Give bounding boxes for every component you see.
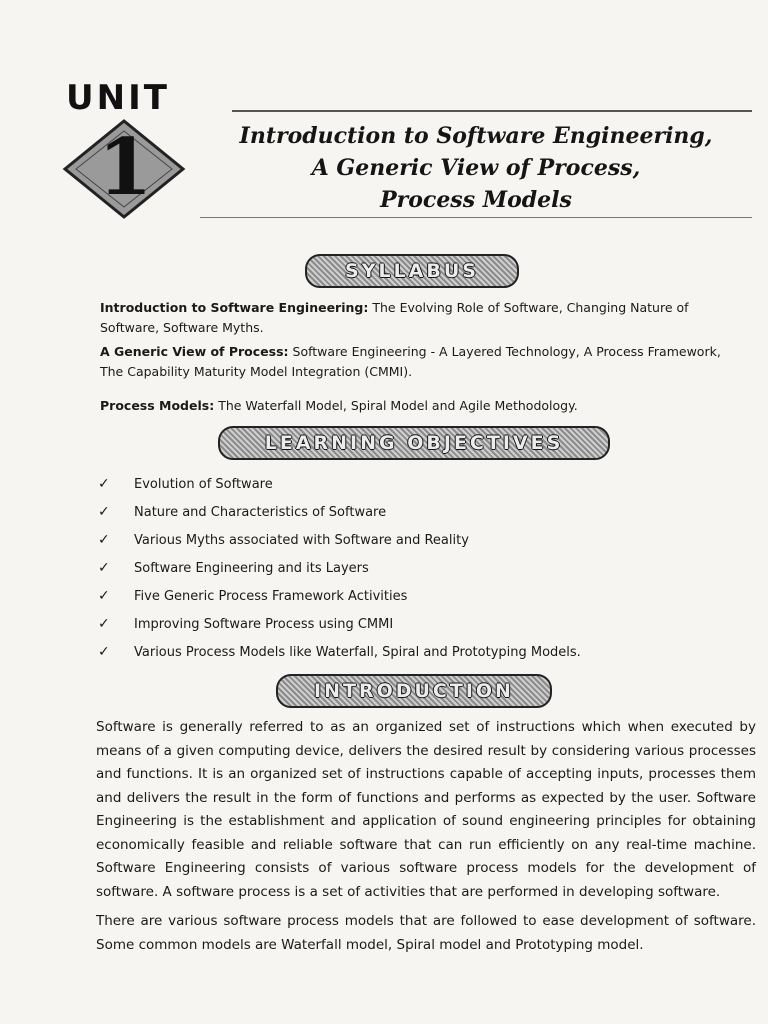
check-icon: ✓: [98, 560, 110, 576]
syllabus-heading-banner: [305, 254, 519, 288]
syllabus-entry-1-heading: Introduction to Software Engineering:: [100, 300, 369, 315]
unit-number: 1: [98, 122, 153, 213]
syllabus-entry-3-text: The Waterfall Model, Spiral Model and Agile Methodology.: [218, 398, 578, 413]
introduction-paragraph-2: There are various software process models that are followed to ease development of software. Some common models are Waterfall model, Spiral model and Prototyping model.: [96, 913, 756, 953]
learning-objectives-heading-banner: [218, 426, 610, 460]
title-top-rule: [232, 110, 752, 112]
check-icon: ✓: [98, 644, 110, 660]
syllabus-entry-2-text: Software Engineering - A Layered Technology, A Process Framework, The Capability Maturity Model Integration (CMMI).: [100, 344, 721, 379]
introduction-heading: INTRODUCTION: [314, 680, 514, 702]
objective-item: ✓ Various Process Models like Waterfall, Spiral and Prototyping Models.: [98, 644, 581, 660]
unit-label: UNIT: [66, 78, 170, 118]
chapter-title-line-2: A Generic View of Process,: [311, 155, 641, 181]
title-bottom-rule: [200, 217, 752, 218]
objective-item: ✓ Evolution of Software: [98, 476, 273, 492]
objective-item: ✓ Improving Software Process using CMMI: [98, 616, 394, 632]
objective-item: ✓ Five Generic Process Framework Activities: [98, 588, 408, 604]
check-icon: ✓: [98, 504, 110, 520]
syllabus-entry-3-heading: Process Models:: [100, 398, 215, 413]
syllabus-entry-1-text: The Evolving Role of Software, Changing Nature of Software, Software Myths.: [100, 300, 689, 335]
objective-item: ✓ Software Engineering and its Layers: [98, 560, 369, 576]
introduction-paragraph-1: Software is generally referred to as an organized set of instructions which when executed by means of a given computing device, delivers the desired result by considering various processes and functions. It is an organized set of instructions capable of accepting inputs, processes them and delivers the result in the form of functions and performs as expected by the user. Software Engineering is the establishment and application of sound engineering principles for obtaining economically feasible and reliable software that can run efficiently on any real-time machine. Software Engineering consists of various software process models for the development of software. A software process is a set of activities that are performed in developing software.: [96, 719, 756, 900]
objective-item: ✓ Nature and Characteristics of Software: [98, 504, 387, 520]
chapter-title-line-3: Process Models: [380, 187, 572, 213]
learning-objectives-heading: LEARNING OBJECTIVES: [264, 432, 564, 454]
syllabus-entry-1: [100, 298, 740, 338]
check-icon: ✓: [98, 532, 110, 548]
chapter-title-line-1: Introduction to Software Engineering,: [239, 123, 713, 149]
objective-item: ✓ Various Myths associated with Software and Reality: [98, 532, 469, 548]
introduction-heading-banner: [276, 674, 552, 708]
check-icon: ✓: [98, 616, 110, 632]
syllabus-entry-2-heading: A Generic View of Process:: [100, 344, 289, 359]
learning-objectives-list: [98, 470, 581, 666]
introduction-body: [96, 716, 756, 963]
check-icon: ✓: [98, 588, 110, 604]
check-icon: ✓: [98, 476, 110, 492]
syllabus-entry-2: [100, 342, 740, 382]
syllabus-heading: SYLLABUS: [345, 260, 479, 282]
chapter-title: [196, 120, 756, 216]
syllabus-entry-3: [100, 396, 740, 416]
